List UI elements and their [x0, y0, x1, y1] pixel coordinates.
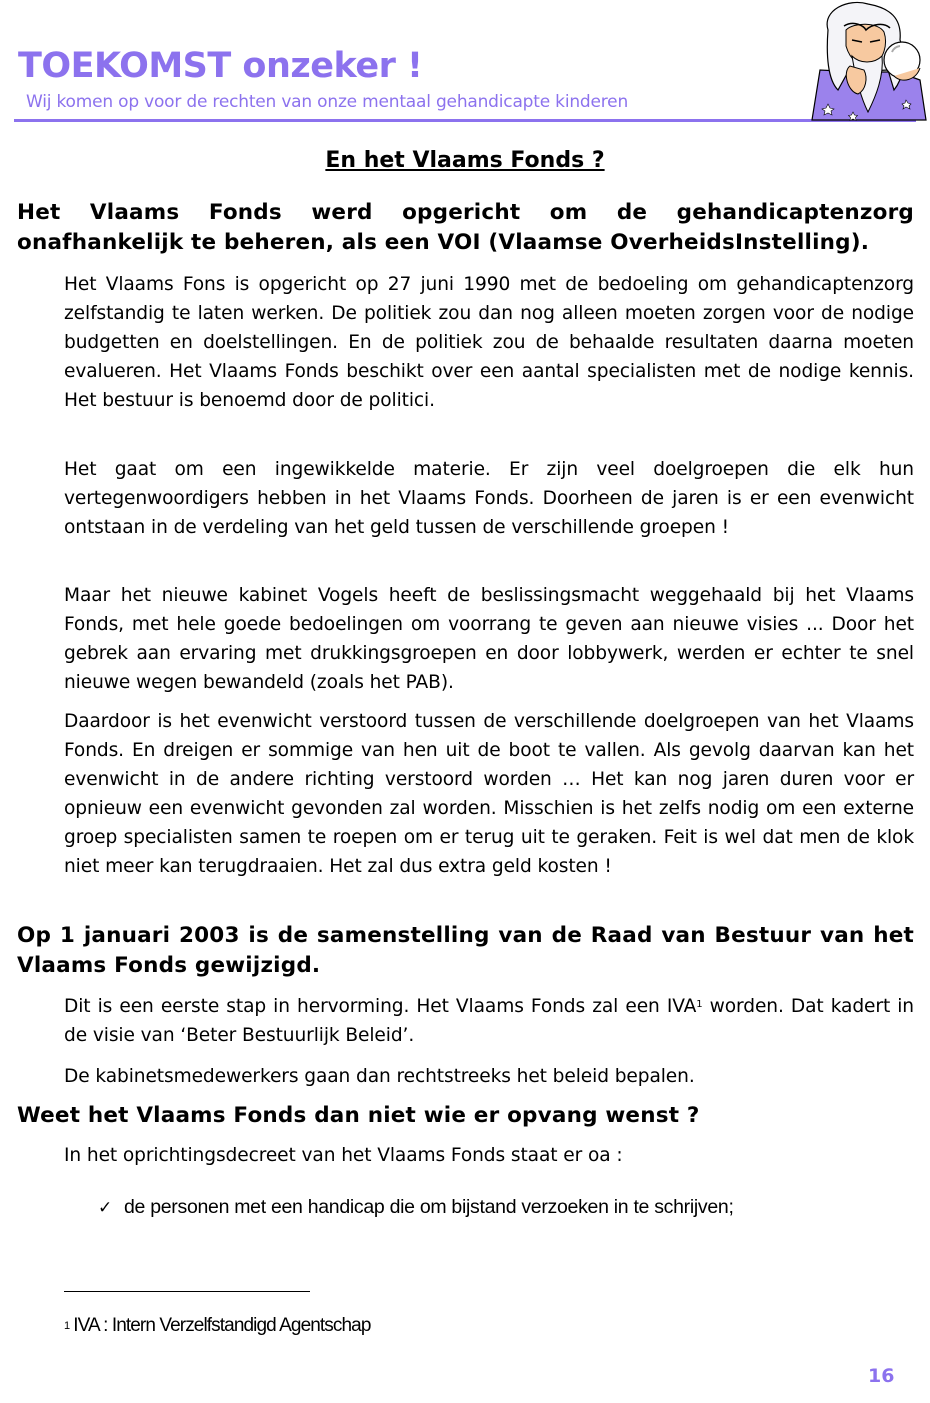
page-header	[14, 0, 916, 124]
paragraph: Het gaat om een ingewikkelde materie. Er zijn veel doelgroepen die elk hun vertegenwoordigers hebben in het Vlaams Fonds. Doorheen de jaren is er een evenwicht ontstaan in de verdeling van het geld tussen de verschillende groepen !	[64, 459, 914, 538]
footnote	[64, 1313, 371, 1339]
list-item	[98, 1193, 734, 1222]
paragraph: Maar het nieuwe kabinet Vogels heeft de beslissingsmacht weggehaald bij het Vlaams Fonds, met hele goede bedoelingen om voorrang te geven aan nieuwe visies ... Door het gebrek aan ervaring met drukkingsgroepen en door lobbywerk, werden er echter te snel nieuwe wegen bewandeld (zoals het PAB).	[64, 585, 914, 693]
footnote-marker: 1	[64, 1320, 70, 1332]
section-heading: Het Vlaams Fonds werd opgericht om de gehandicaptenzorg onafhankelijk te beheren, als een VOI (Vlaamse OverheidsInstelling).	[17, 200, 914, 255]
article-title: En het Vlaams Fonds ?	[325, 148, 605, 173]
section-heading: Weet het Vlaams Fonds dan niet wie er opvang wenst ?	[17, 1103, 700, 1128]
paragraph-text: Dit is een eerste stap in hervorming. Het Vlaams Fonds zal een IVA	[64, 996, 697, 1017]
section-heading: Op 1 januari 2003 is de samenstelling van de Raad van Bestuur van het Vlaams Fonds gewijzigd.	[17, 923, 914, 978]
paragraph	[64, 992, 914, 1050]
paragraph: Daardoor is het evenwicht verstoord tussen de verschillende doelgroepen van het Vlaams Fonds. En dreigen er sommige van hen uit de boot te vallen. Als gevolg daarvan kan het evenwicht in de andere richting verstoord worden … Het kan nog jaren duren voor er opnieuw een evenwicht gevonden zal worden. Misschien is het zelfs nodig om een externe groep specialisten samen te roepen om er terug uit te geraken. Feit is wel dat men de klok niet meer kan terugdraaien. Het zal dus extra geld kosten !	[64, 711, 914, 877]
footnote-reference[interactable]: 1	[696, 999, 703, 1010]
newsletter-subtitle: Wij komen op voor de rechten van onze mentaal gehandicapte kinderen	[26, 92, 629, 112]
checkmark-icon: ✓	[98, 1198, 112, 1218]
page-number: 16	[868, 1365, 895, 1387]
paragraph: De kabinetsmedewerkers gaan dan rechtstreeks het beleid bepalen.	[64, 1066, 695, 1087]
paragraph: Het Vlaams Fons is opgericht op 27 juni 1990 met de bedoeling om gehandicaptenzorg zelfstandig te laten werken. De politiek zou dan nog alleen moeten zorgen voor de nodige budgetten en doelstellingen. En de politiek zou de behaalde resultaten daarna moeten evalueren. Het Vlaams Fonds beschikt over een aantal specialisten met de nodige kennis. Het bestuur is benoemd door de politici.	[64, 274, 914, 411]
footnote-separator	[64, 1291, 310, 1292]
paragraph-text: worden. Dat kadert in de visie van ‘Beter Bestuurlijk Beleid’.	[64, 996, 914, 1046]
header-divider	[14, 119, 916, 122]
footnote-text: IVA : Intern Verzelfstandigd Agentschap	[73, 1315, 371, 1336]
newsletter-title: TOEKOMST onzeker !	[18, 46, 423, 86]
list-item-text: de personen met een handicap die om bijstand verzoeken in te schrijven;	[124, 1196, 734, 1218]
wizard-illustration	[798, 0, 930, 124]
paragraph: In het oprichtingsdecreet van het Vlaams Fonds staat er oa :	[64, 1145, 623, 1166]
